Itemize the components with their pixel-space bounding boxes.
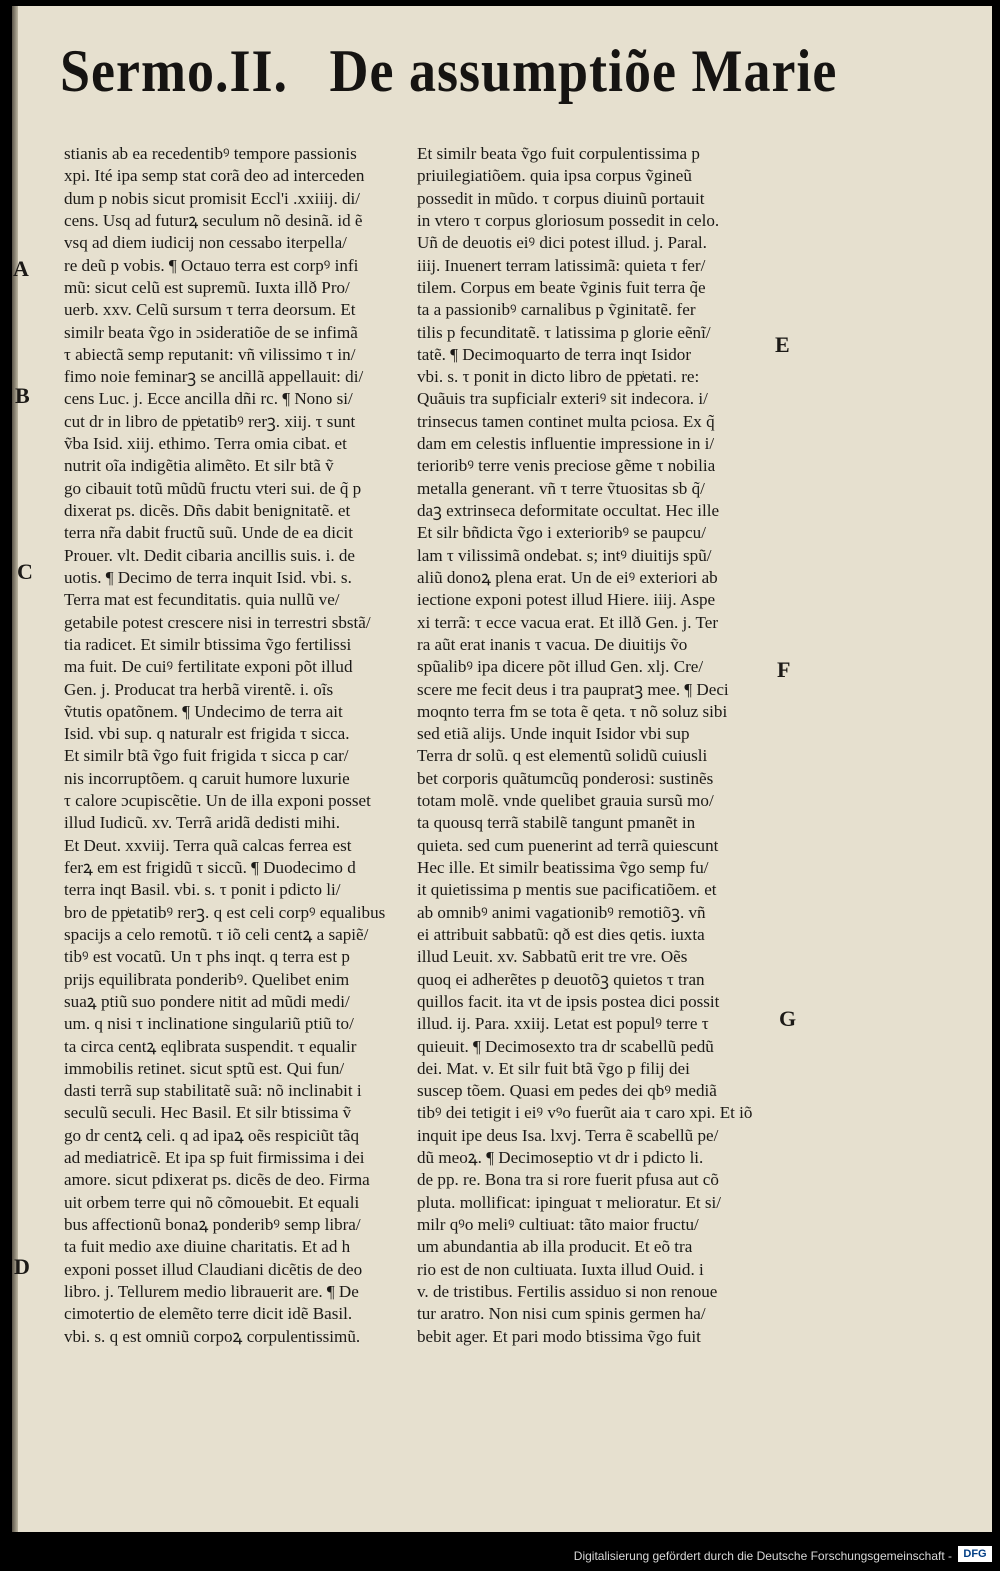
text-line: quillos facit. ita vt de ipsis postea dici possit (417, 991, 720, 1011)
text-line: Terra mat est fecunditatis. quia nullũ ve/ (64, 590, 340, 610)
text-line: aliũ donoꝝ plena erat. Un de eiꝰ exteriori ab (417, 567, 718, 587)
text-line: nutrit oĩa indigẽtia alimẽto. Et silr btã ṽ (64, 456, 334, 476)
text-line: τ abiectã semp reputanit: vñ vilissimo τ in/ (64, 344, 356, 364)
margin-marker-a: A (13, 256, 29, 281)
margin-marker-c: C (17, 559, 33, 584)
running-head (60, 36, 838, 105)
text-line: totam molẽ. vnde quelibet grauia sursũ mo/ (417, 791, 714, 811)
text-line: sed etiã alijs. Unde inquit Isidor vbi sup (417, 724, 690, 744)
text-line: tilis p fecunditatẽ. τ latissima p glorie eẽnĩ/ (417, 322, 711, 342)
text-line: ferꝝ em est frigidũ τ siccũ. ¶ Duodecimo d (64, 858, 356, 877)
text-line: ta circa centꝝ eqlibrata suspendit. τ equalir (64, 1036, 357, 1056)
text-line: ṽtutis opatõnem. ¶ Undecimo de terra ait (64, 701, 343, 721)
text-line: cimotertio de elemẽto terre dicit idẽ Basil. (64, 1304, 353, 1324)
text-line: stianis ab ea recedentibꝰ tempore passionis (64, 144, 357, 163)
text-line: re deũ p vobis. ¶ Octauo terra est corpꝰ infi (64, 255, 359, 275)
text-line: dum p nobis sicut promisit Eccl'i .xxiiij. di/ (64, 188, 361, 208)
text-line: dasti terrã sup stabilitatẽ suã: nõ inclinabit i (64, 1081, 362, 1101)
text-line: ad mediatricẽ. Et ipa sp fuit firmissima i dei (64, 1148, 365, 1168)
text-line: Et similr btã ṽgo fuit frigida τ sicca p car/ (64, 746, 349, 766)
text-line: v. de tristibus. Fertilis assiduo si non renoue (417, 1281, 718, 1301)
footer-funding-text: Digitalisierung gefördert durch die Deutsche Forschungsgemeinschaft - (573, 1549, 952, 1563)
text-line: ei attribuit sabbatũ: qð est dies qetis. iuxta (417, 924, 705, 944)
text-line: terra nr̃a dabit fructũ suũ. Unde de ea dicit (64, 523, 354, 543)
text-line: possedit in mũdo. τ corpus diuinũ portauit (417, 188, 705, 208)
text-line: um abundantia ab illa producit. Et eõ tra (417, 1237, 693, 1257)
book-spine-edge (12, 6, 18, 1532)
text-line: cut dr in libro de ppͥetatibꝰ rerꝫ. xiij. τ sunt (64, 411, 356, 431)
text-line: terioribꝰ terre venis preciose gẽme τ nobilia (417, 456, 716, 476)
text-line: uotis. ¶ Decimo de terra inquit Isid. vbi. s. (64, 567, 352, 587)
text-line: suscep tõem. Quasi em pedes dei qbꝰ mediã (417, 1081, 717, 1101)
right-text-column (417, 143, 772, 1348)
text-line: scere me fecit deus i tra paupratꝫ mee. ¶ Deci (417, 679, 729, 699)
text-line: uerb. xxv. Celũ sursum τ terra deorsum. Et (64, 300, 356, 320)
text-line: bus affectionũ bonaꝝ ponderibꝰ semp libra/ (64, 1215, 361, 1234)
text-line: in vtero τ corpus gloriosum possedit in celo. (417, 210, 720, 230)
text-line: tur aratro. Non nisi cum spinis germen ha/ (417, 1304, 706, 1324)
text-line: spũalibꝰ ipa dicere põt illud Gen. xlj. Cre/ (417, 657, 704, 677)
margin-marker-g: G (779, 1006, 797, 1031)
text-line: inquit ipe deus Isa. lxvj. Terra ẽ scabellũ pe/ (417, 1125, 719, 1145)
text-line: tibꝰ est vocatũ. Un τ phs inqt. q terra est p (64, 947, 350, 967)
text-line: terra inqt Basil. vbi. s. τ ponit i pdicto li/ (64, 880, 341, 900)
text-line: trinsecus tamen continet multa pciosa. Ex q̃ (417, 411, 715, 431)
text-line: τ calore ɔcupiscẽtie. Un de illa exponi posset (64, 791, 371, 811)
running-head-title: De assumptiõe Marie (329, 37, 838, 105)
text-line: xpi. Ité ipa semp stat corã deo ad interceden (64, 166, 365, 186)
text-line: illud Iudicũ. xv. Terrã aridã dedisti mihi. (64, 813, 341, 833)
text-line: Terra dr solũ. q est elementũ solidũ cuiusli (417, 746, 708, 766)
text-line: tatẽ. ¶ Decimoquarto de terra inqt Isidor (417, 344, 692, 364)
text-line: go dr centꝝ celi. q ad ipaꝝ oẽs respiciũt tãq (64, 1125, 360, 1145)
text-line: lam τ vilissimã ondebat. s; intꝰ diuitijs spũ/ (417, 545, 712, 565)
text-line: Hec ille. Et similr beatissima ṽgo semp fu/ (417, 858, 709, 877)
text-line: ab omnibꝰ animi vagationibꝰ remotiõꝫ. vñ (417, 902, 706, 922)
text-line: iectione exponi potest illud Hiere. iiij. Aspe (417, 590, 716, 610)
text-line: ta fuit medio axe diuine charitatis. Et ad h (64, 1237, 351, 1257)
footer-bar (0, 1532, 1000, 1571)
text-line: vsq ad diem iudicij non cessabo iterpella/ (64, 233, 347, 253)
text-line: Quãuis tra supficialr exteriꝰ sit indecora. i/ (417, 389, 708, 409)
text-line: tibꝰ dei tetigit i eiꝰ vꝰo fuerũt aia τ caro xpi. Et iõ (417, 1103, 753, 1123)
text-line: um. q nisi τ inclinatione singulariũ ptiũ to/ (64, 1014, 354, 1034)
text-line: similr beata ṽgo in ɔsideratiõe de se infimã (64, 322, 358, 342)
text-line: seculũ seculi. Hec Basil. Et silr btissima ṽ (64, 1103, 352, 1123)
text-line: spacijs a celo remotũ. τ iõ celi centꝝ a sapiẽ/ (64, 924, 369, 944)
text-line: xi terrã: τ ecce vacua erat. Et illð Gen. j. Ter (417, 612, 719, 632)
text-line: it quietissima p mentis sue pacificatiõem. et (417, 880, 717, 900)
text-line: cens. Usq ad futurꝝ seculum nõ desinã. id ẽ (64, 210, 363, 230)
margin-marker-d: D (14, 1254, 30, 1279)
text-line: prijs equilibrata ponderibꝰ. Quelibet enim (64, 969, 350, 989)
text-line: de pp. re. Bona tra si rore fuerit pfusa aut cõ (417, 1170, 719, 1190)
text-line: cens Luc. j. Ecce ancilla dñi rc. ¶ Nono si/ (64, 389, 353, 409)
text-line: amore. sicut pdixerat ps. dicẽs de deo. Firma (64, 1170, 370, 1190)
text-line: vbi. s. τ ponit in dicto libro de ppͥetati. re: (417, 367, 700, 387)
text-line: quieuit. ¶ Decimosexto tra dr scabellũ pedũ (417, 1036, 714, 1056)
text-line: illud Leuit. xv. Sabbatũ erit tre vre. Oẽs (417, 947, 688, 967)
text-line: immobilis retinet. sicut sptũ est. Qui fun/ (64, 1058, 345, 1078)
text-line: tilem. Corpus em beate ṽginis fuit terra q̃e (417, 277, 706, 297)
text-line: iiij. Inuenert terram latissimã: quieta τ fer/ (417, 255, 706, 275)
text-line: nis incorruptõem. q caruit humore luxurie (64, 768, 350, 788)
text-line: Et Deut. xxviij. Terra quã calcas ferrea est (64, 835, 352, 855)
text-line: Gen. j. Producat tra herbã virentẽ. i. oĩs (64, 679, 334, 699)
text-line: metalla generant. vñ τ terre ṽtuositas sb q̃/ (417, 478, 705, 498)
text-line: rio est de non cultiuata. Iuxta illud Ouid. i (417, 1259, 704, 1279)
text-line: getabile potest crescere nisi in terrestri sbstã/ (64, 612, 371, 632)
dfg-logo: DFG (958, 1546, 992, 1562)
text-line: Prouer. vlt. Dedit cibaria ancillis suis. i. de (64, 545, 356, 565)
text-line: priuilegiatiõem. quia ipsa corpus ṽgineũ (417, 166, 692, 186)
text-line: vbi. s. q est omniũ corpoꝝ corpulentissimũ. (64, 1326, 361, 1346)
text-line: Uñ de deuotis eiꝰ dici potest illud. j. Paral. (417, 233, 707, 253)
text-line: ta a passionibꝰ carnalibus p ṽginitatẽ. fer (417, 300, 696, 320)
text-line: uit orbem terre qui nõ cõmouebit. Et equali (64, 1192, 360, 1212)
book-page (12, 6, 992, 1532)
margin-marker-b: B (15, 383, 30, 408)
text-line: quoq ei adherẽtes p deuotõꝫ quietos τ tran (417, 969, 705, 989)
text-line: mũ: sicut celũ est supremũ. Iuxta illð Pro/ (64, 277, 350, 297)
text-line: suaꝝ ptiũ suo pondere nitit ad mũdi medi/ (64, 991, 350, 1011)
text-line: tia radicet. Et similr btissima ṽgo fertilissi (64, 634, 352, 654)
text-line: illud. ij. Para. xxiij. Letat est populꝰ terre τ (417, 1014, 709, 1034)
text-line: milr qꝰo meliꝰ cultiuat: tãto maior fructu/ (417, 1215, 699, 1234)
margin-marker-e: E (775, 332, 790, 357)
text-line: Et silr bñdicta ṽgo i exterioribꝰ se paupcu/ (417, 523, 706, 543)
text-line: daꝫ extrinseca deformitate occultat. Hec ille (417, 501, 720, 520)
text-line: ta quousq terrã stabilẽ tangunt pmanẽt in (417, 813, 696, 833)
text-line: fimo noie feminarꝫ se ancillã appellauit: di/ (64, 367, 364, 387)
margin-marker-f: F (777, 657, 791, 682)
text-line: ṽba Isid. xiij. ethimo. Terra omia cibat. et (64, 434, 347, 454)
text-line: dam em celestis influentie impressione in i/ (417, 434, 715, 454)
left-text-column (64, 143, 409, 1348)
text-line: bebit ager. Et pari modo btissima ṽgo fuit (417, 1326, 701, 1346)
text-line: ma fuit. De cuiꝰ fertilitate exponi põt illud (64, 657, 353, 677)
text-line: pluta. mollificat: ipinguat τ melioratur. Et si/ (417, 1192, 722, 1212)
text-line: Isid. vbi sup. q naturalr est frigida τ sicca. (64, 724, 350, 744)
text-line: moqnto terra fm se tota ẽ qeta. τ nõ soluz sibi (417, 701, 728, 721)
text-line: bet corporis quãtumcũq ponderosi: sustinẽs (417, 768, 714, 788)
running-head-sermo: Sermo.II. (60, 37, 288, 105)
text-line: dei. Mat. v. Et silr fuit btã ṽgo p filij dei (417, 1058, 690, 1078)
text-line: bro de ppͥetatibꝰ rerꝫ. q est celi corpꝰ equalibus (64, 902, 386, 922)
text-line: dũ meoꝝ. ¶ Decimoseptio vt dr i pdicto li. (417, 1148, 704, 1168)
text-line: quieta. sed cum puenerint ad terrã quiescunt (417, 835, 719, 855)
text-line: go cibauit totũ mũdũ fructu vteri sui. de q̃ p (64, 478, 362, 498)
text-line: ra aũt erat inanis τ vacua. De diuitijs ṽo (417, 634, 688, 654)
text-line: exponi posset illud Claudiani dicẽtis de deo (64, 1259, 363, 1279)
text-line: libro. j. Tellurem medio librauerit are. ¶ De (64, 1281, 359, 1301)
text-line: dixerat ps. dicẽs. Dñs dabit benignitatẽ. et (64, 501, 351, 520)
text-line: Et similr beata ṽgo fuit corpulentissima p (417, 144, 700, 163)
